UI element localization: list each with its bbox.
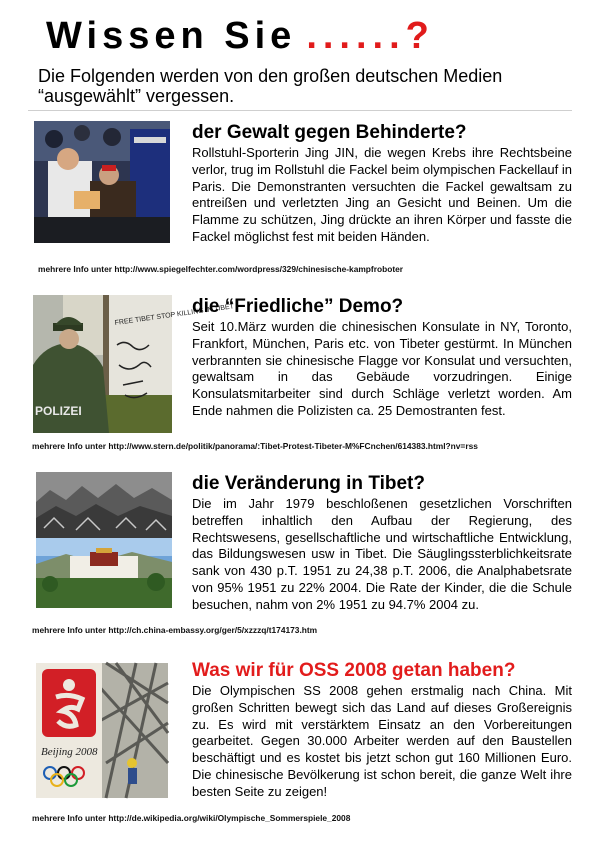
photo-police-text: POLIZEI [35, 404, 82, 418]
section-body: Seit 10.März wurden die chinesischen Konsulate in NY, Toronto, Frankfort, München, Paris etc. von Tibeter gestürmt. In München verbrannten sie chinesische Flagge vor Konsulat und versuchten, gewaltsam in das Gebäude vorzudringen. Einige Konsulatsmitarbeiter sind durch Schläge verletzt worden. Am Ende nahmen die Polizisten ca. 25 Demostranten fest. [192, 319, 572, 418]
photo-tibet-change [36, 472, 172, 608]
page-title-mark: ......? [306, 15, 435, 57]
section-title: die “Friedliche” Demo? [192, 296, 404, 317]
section-body: Rollstuhl-Sporterin Jing JIN, die wegen Krebs ihre Rechtsbeine verlor, trug im Rollstuhl die Fackel beim olympischen Fackellauf in Paris. Die Demonstranten versuchten die Fackel gewaltsam zu entreißen und verletzten Jing an Gesicht und Beinen. Um die Flamme zu schützen, Jing drückte an ihren Körper und fasste die Fackel möglichst fest mit beiden Händen. [192, 145, 572, 244]
page-subtitle [38, 66, 578, 106]
photo-police-demo [33, 295, 235, 433]
photo-graffiti-text: FREE TIBET STOP KILLING IN TIBET [114, 303, 235, 327]
photo-logo-text: Beijing 2008 [41, 746, 98, 758]
page-subtitle-line: “ausgewählt” vergessen. [38, 86, 235, 106]
page-title-text: Wissen Sie [46, 15, 297, 57]
section-title: die Veränderung in Tibet? [192, 473, 425, 494]
page-title [46, 14, 435, 58]
section-title: der Gewalt gegen Behinderte? [192, 122, 467, 143]
section-title: Was wir für OSS 2008 getan haben? [192, 660, 516, 681]
section-source-link[interactable]: mehrere Info unter http://www.spiegelfechter.com/wordpress/329/chinesische-kampfroboter [38, 264, 404, 274]
section-body: Die im Jahr 1979 beschloßenen gesetzlichen Vorschriften betreffen inhaltlich den Aufbau der Regierung, des Rechtswesens, gesellschaftliche und wirtschaftliche Entwicklung, das Bildungswesen usw in Tibet. Die Säuglingssterblichkeitsrate sank von 430 p.T. 1951 zu 24,38 p.T. 2006, die Analphabetsrate von 95% 1951 zu 22% 2004. Die Rate der Kinder, die die Schule besuchen, nahm von 2% 1951 zu 94.7% 2004 zu. [192, 496, 572, 612]
section-source-link[interactable]: mehrere Info unter http://ch.china-embassy.org/ger/5/xzzzq/t174173.htm [32, 625, 318, 635]
photo-torch-relay [34, 121, 170, 243]
section-source-link[interactable]: mehrere Info unter http://www.stern.de/politik/panorama/:Tibet-Protest-Tibeter-M%FCnchen/614383.html?nv=rss [32, 441, 478, 451]
section-source-link[interactable]: mehrere Info unter http://de.wikipedia.org/wiki/Olympische_Sommerspiele_2008 [32, 813, 351, 823]
photo-beijing-2008 [36, 663, 168, 798]
header-divider [28, 110, 572, 111]
page-subtitle-line: Die Folgenden werden von den großen deutschen Medien [38, 66, 503, 86]
section-body: Die Olympischen SS 2008 gehen erstmalig nach China. Mit großen Schritten bewegt sich das Land auf dieses Großereignis zu. Es wird mit verstärktem Einsatz an den Vorbereitungen gearbeitet. Gegen 30.000 Arbeiter werden auf den Baustellen beschäftigt und es kostet bis jetzt schon gut 160 Millionen Euro. Die chinesische Bevölkerung ist schon bereit, die ganze Welt ihre besten Seite zu zeigen! [192, 683, 572, 799]
